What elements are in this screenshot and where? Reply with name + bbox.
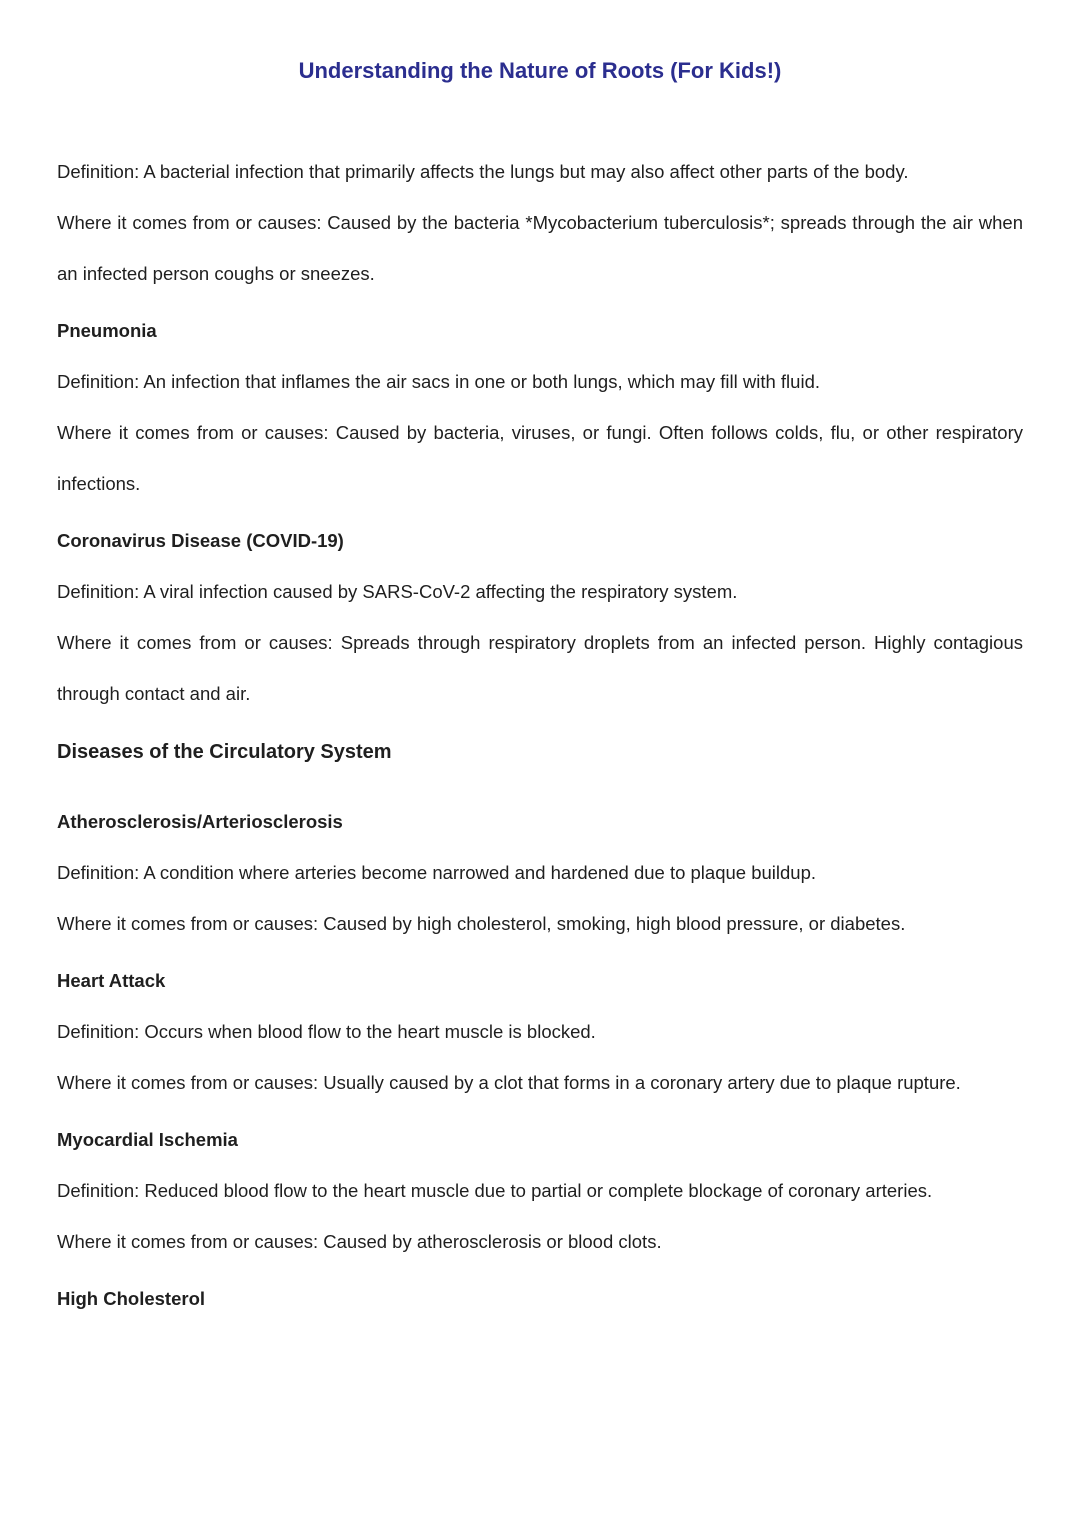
paragraph-pneumonia-causes: Where it comes from or causes: Caused by bacteria, viruses, or fungi. Often follows colds, flu, or other respiratory infections. bbox=[57, 422, 1023, 494]
heading-atherosclerosis: Atherosclerosis/Arteriosclerosis bbox=[57, 811, 343, 832]
paragraph-tuberculosis-causes: Where it comes from or causes: Caused by the bacteria *Mycobacterium tuberculosis*; spreads through the air when an infected person coughs or sneezes. bbox=[57, 212, 1023, 284]
heading-pneumonia: Pneumonia bbox=[57, 320, 157, 341]
paragraph-tuberculosis-definition: Definition: A bacterial infection that primarily affects the lungs but may also affect other parts of the body. bbox=[57, 161, 909, 182]
paragraph-myocardial-ischemia-definition: Definition: Reduced blood flow to the heart muscle due to partial or complete blockage of coronary arteries. bbox=[57, 1180, 933, 1201]
paragraph-heart-attack-definition: Definition: Occurs when blood flow to the heart muscle is blocked. bbox=[57, 1021, 596, 1042]
heading-myocardial-ischemia: Myocardial Ischemia bbox=[57, 1129, 238, 1150]
paragraph-atherosclerosis-causes: Where it comes from or causes: Caused by high cholesterol, smoking, high blood pressure, or diabetes. bbox=[57, 913, 906, 934]
document-title: Understanding the Nature of Roots (For Kids!) bbox=[298, 58, 782, 83]
heading-high-cholesterol: High Cholesterol bbox=[57, 1288, 206, 1309]
heading-covid19: Coronavirus Disease (COVID-19) bbox=[57, 530, 344, 551]
paragraph-covid19-definition: Definition: A viral infection caused by SARS-CoV-2 affecting the respiratory system. bbox=[57, 581, 738, 602]
paragraph-covid19-causes: Where it comes from or causes: Spreads through respiratory droplets from an infected person. Highly contagious through contact and air. bbox=[57, 632, 1023, 704]
heading-heart-attack: Heart Attack bbox=[57, 970, 166, 991]
paragraph-heart-attack-causes: Where it comes from or causes: Usually caused by a clot that forms in a coronary artery due to plaque rupture. bbox=[57, 1072, 961, 1093]
paragraph-myocardial-ischemia-causes: Where it comes from or causes: Caused by atherosclerosis or blood clots. bbox=[57, 1231, 662, 1252]
paragraph-atherosclerosis-definition: Definition: A condition where arteries become narrowed and hardened due to plaque buildup. bbox=[57, 862, 817, 883]
paragraph-pneumonia-definition: Definition: An infection that inflames the air sacs in one or both lungs, which may fill with fluid. bbox=[57, 371, 820, 392]
section-heading-circulatory-system: Diseases of the Circulatory System bbox=[57, 741, 392, 763]
